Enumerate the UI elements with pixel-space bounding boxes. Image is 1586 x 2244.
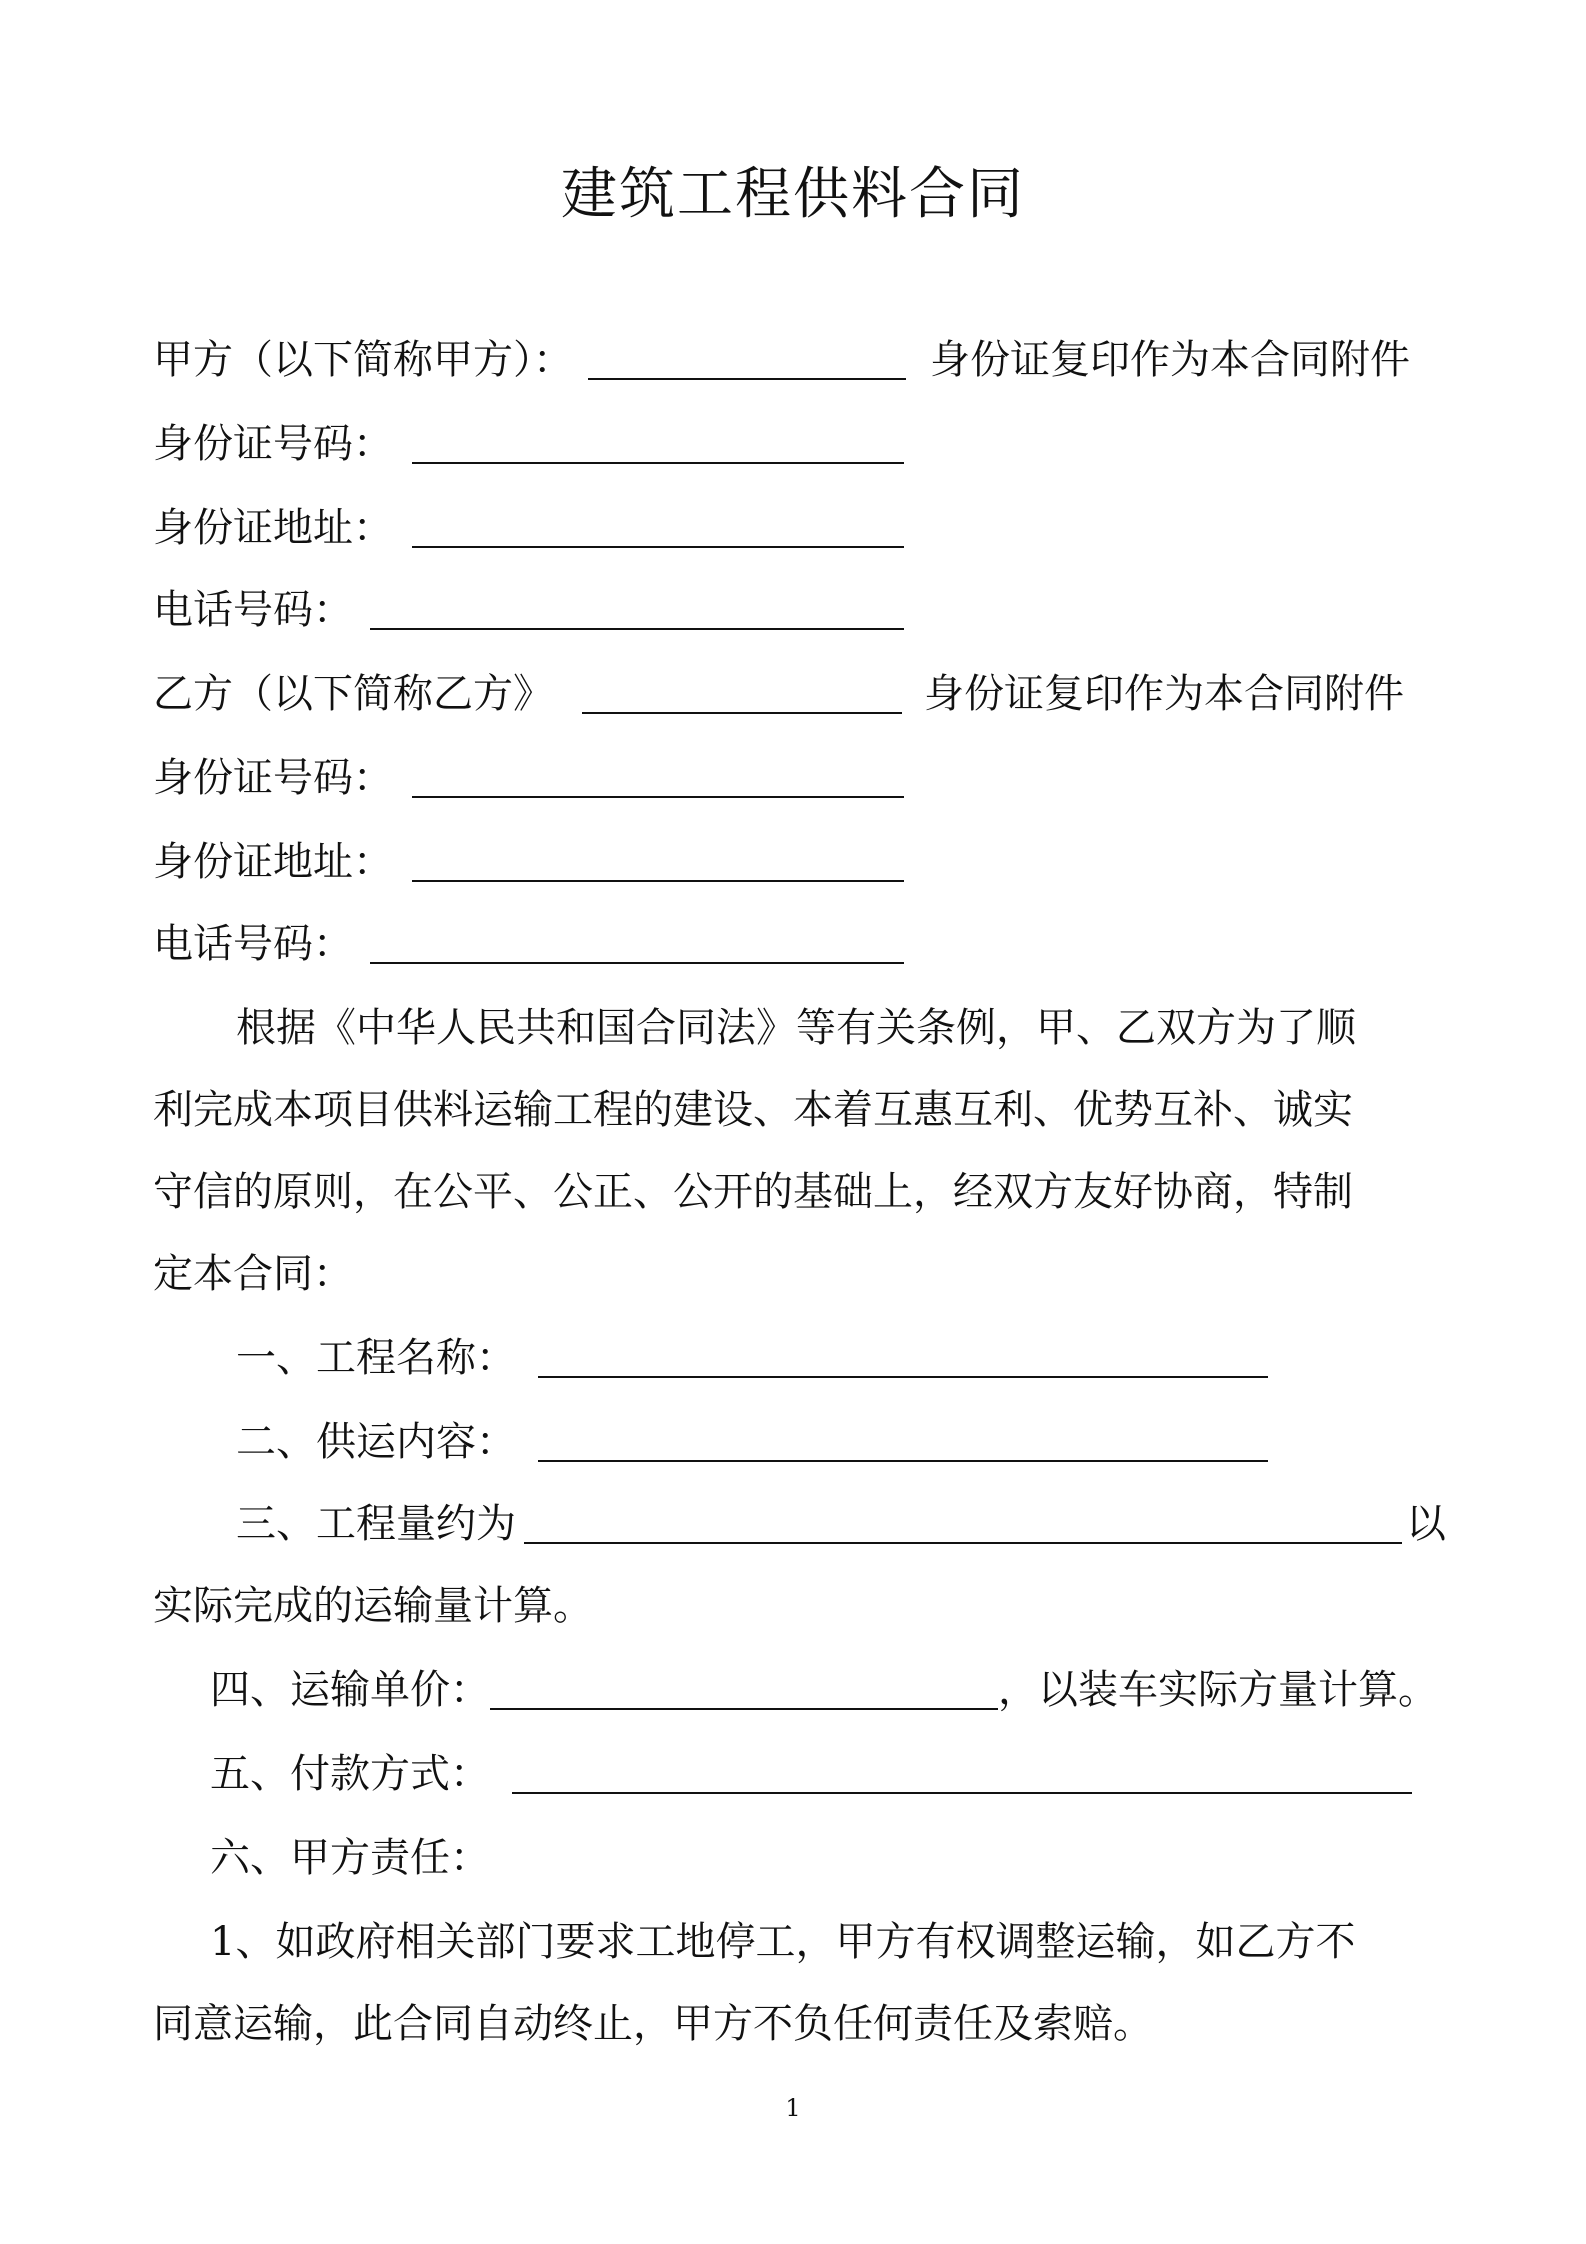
clause-1-blank[interactable]: [538, 1376, 1268, 1378]
clause-4-label: 四、运输单价：: [210, 1667, 490, 1713]
clause-5-blank[interactable]: [512, 1792, 1412, 1794]
party-b-id-number-blank[interactable]: [412, 796, 904, 798]
clause-6-item-1-line-1: 1、如政府相关部门要求工地停工，甲方有权调整运输，如乙方不: [210, 1919, 1356, 1965]
preamble-line-3: 守信的原则，在公平、公正、公开的基础上，经双方友好协商，特制: [153, 1169, 1353, 1215]
party-a-id-address-label: 身份证地址：: [153, 505, 393, 551]
party-a-phone-blank[interactable]: [370, 628, 904, 630]
clause-2-label: 二、供运内容：: [236, 1419, 516, 1465]
clause-1-label: 一、工程名称：: [236, 1335, 516, 1381]
page-number: 1: [785, 2094, 801, 2122]
party-b-id-copy-note: 身份证复印作为本合同附件: [924, 671, 1404, 717]
party-a-name-blank[interactable]: [588, 378, 906, 380]
party-b-id-address-blank[interactable]: [412, 880, 904, 882]
document-title: 建筑工程供料合同: [561, 162, 1025, 227]
party-a-id-address-blank[interactable]: [412, 546, 904, 548]
clause-4-blank[interactable]: [490, 1708, 998, 1710]
clause-3-suffix: 以: [1406, 1501, 1446, 1547]
party-a-id-copy-note: 身份证复印作为本合同附件: [930, 337, 1410, 383]
party-b-id-number-label: 身份证号码：: [153, 755, 393, 801]
party-a-phone-label: 电话号码：: [153, 587, 353, 633]
clause-4-suffix: ，以装车实际方量计算。: [998, 1667, 1438, 1713]
party-a-name-label: 甲方（以下简称甲方）：: [153, 337, 573, 383]
clause-3-blank[interactable]: [524, 1542, 1402, 1544]
party-a-id-number-blank[interactable]: [412, 462, 904, 464]
preamble-line-4: 定本合同：: [153, 1251, 353, 1297]
party-b-id-address-label: 身份证地址：: [153, 839, 393, 885]
clause-6-item-1-line-2: 同意运输，此合同自动终止，甲方不负任何责任及索赔。: [153, 2001, 1153, 2047]
clause-5-label: 五、付款方式：: [210, 1751, 490, 1797]
party-a-id-number-label: 身份证号码：: [153, 421, 393, 467]
party-b-name-label: 乙方（以下简称乙方》: [153, 671, 553, 717]
preamble-line-1: 根据《中华人民共和国合同法》等有关条例，甲、乙双方为了顺: [236, 1005, 1356, 1051]
party-b-phone-label: 电话号码：: [153, 921, 353, 967]
clause-3-continuation: 实际完成的运输量计算。: [153, 1583, 593, 1629]
clause-6-label: 六、甲方责任：: [210, 1835, 490, 1881]
clause-3-label: 三、工程量约为: [236, 1501, 516, 1547]
clause-2-blank[interactable]: [538, 1460, 1268, 1462]
party-b-phone-blank[interactable]: [370, 962, 904, 964]
party-b-name-blank[interactable]: [582, 712, 902, 714]
preamble-line-2: 利完成本项目供料运输工程的建设、本着互惠互利、优势互补、诚实: [153, 1087, 1353, 1133]
